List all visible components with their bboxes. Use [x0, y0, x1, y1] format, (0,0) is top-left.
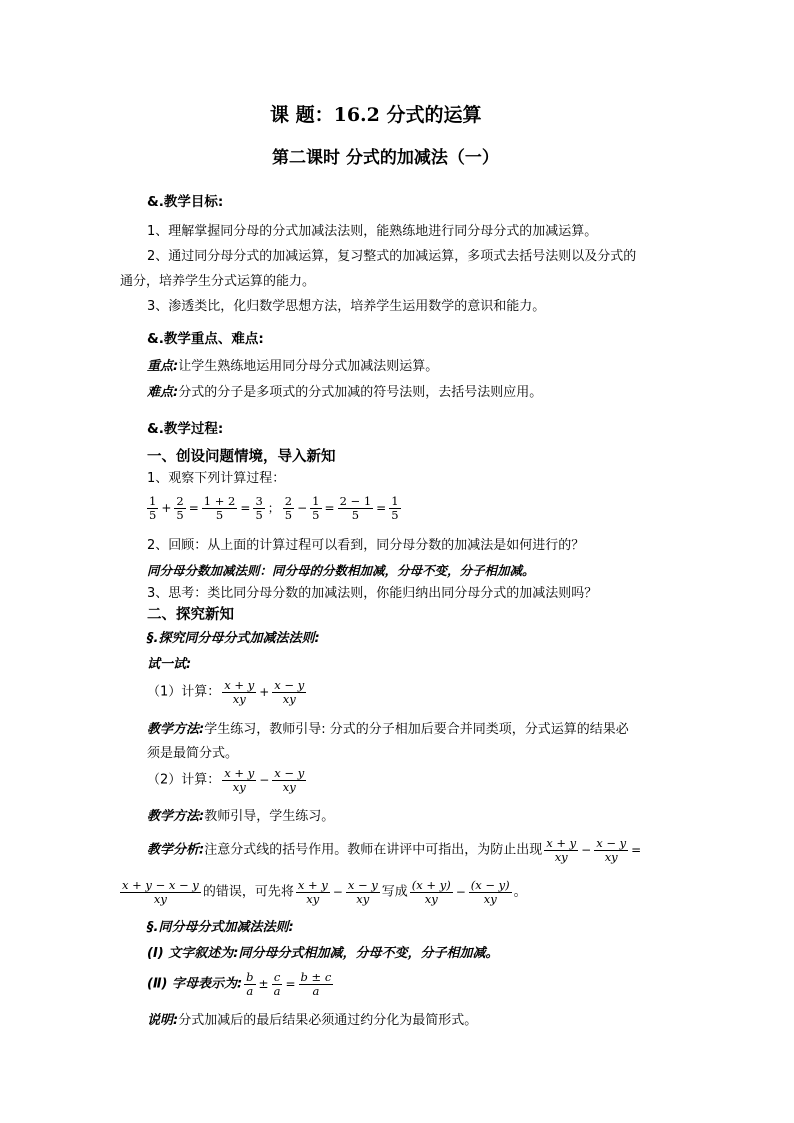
- objective-item-2-cont: 通分，培养学生分式运算的能力。: [120, 274, 316, 289]
- fraction: $\frac{3}{5}$: [255, 493, 263, 522]
- explore-heading: §.探究同分母分式加减法法则:: [147, 631, 320, 646]
- fraction-rule-label: 同分母分数加减法则：: [147, 563, 273, 578]
- fraction: $\frac{b}{a}$: [246, 969, 254, 998]
- method-1: [147, 721, 629, 739]
- method-2-text: 教师引导，学生练习。: [204, 809, 335, 824]
- note: [147, 1012, 477, 1030]
- method-1-label: 教学方法:: [147, 722, 205, 737]
- note-label: 说明:: [147, 1013, 179, 1028]
- key-label: 重点:: [147, 359, 179, 374]
- rule-1-label: (Ⅰ) 文字叙述为:: [147, 946, 239, 961]
- example-2-label: （2）计算：: [147, 772, 221, 788]
- page-subtitle: 第二课时 分式的加减法（一）: [272, 148, 499, 168]
- page-title: 课 题：16.2 分式的运算: [270, 104, 482, 126]
- analysis-label: 教学分析:: [147, 842, 205, 858]
- fraction: $\frac{x - y}{xy}$: [596, 835, 627, 864]
- fraction: $\frac{1}{5}$: [312, 493, 320, 522]
- method-2-label: 教学方法:: [147, 809, 205, 824]
- fraction: $\frac{1 + 2}{5}$: [203, 493, 236, 522]
- rule-1: [147, 945, 498, 963]
- rule-1-text: 同分母分式相加减，分母不变，分子相加减。: [238, 946, 499, 961]
- method-2: [147, 808, 334, 826]
- fraction: $\frac{2}{5}$: [176, 493, 184, 522]
- fraction: $\frac{x + y - x - y}{xy}$: [122, 877, 199, 906]
- note-text: 分式加减后的最后结果必须通过约分化为最简形式。: [178, 1013, 478, 1028]
- fraction-rule-text: 同分母的分数相加减，分母不变，分子相加减。: [272, 563, 535, 578]
- fraction: $\frac{x + y}{xy}$: [224, 677, 255, 706]
- fraction: $\frac{x + y}{xy}$: [546, 835, 577, 864]
- fraction: $\frac{2 - 1}{5}$: [339, 493, 372, 522]
- fraction-rule: [147, 562, 535, 580]
- fraction: $\frac{x + y}{xy}$: [224, 765, 255, 794]
- analysis-cont: $\frac{x + y - x - y}{xy}$ 的错误，可先将 $\frac{x + y}{xy}$ − $\frac{x - y}{xy}$ 写成 $\frac{(x + y)}{xy}$ − $\frac{(x - y)}{xy}$ 。: [122, 877, 527, 906]
- example-1: （1）计算： $\frac{x + y}{xy}$ + $\frac{x - y}{xy}$: [147, 677, 305, 706]
- question-1: 1、观察下列计算过程：: [147, 471, 286, 486]
- question-2: 2、回顾：从上面的计算过程可以看到，同分母分数的加减法是如何进行的？: [147, 538, 585, 553]
- part1-heading: 一、创设问题情境，导入新知: [147, 449, 336, 465]
- fraction: $\frac{x - y}{xy}$: [274, 765, 305, 794]
- objective-item-2: 2、通过同分母分式的加减运算，复习整式的加减运算，多项式去括号法则以及分式的: [147, 249, 637, 264]
- question-3: 3、思考：类比同分母分数的加减法则，你能归纳出同分母分式的加减法则吗？: [147, 586, 598, 601]
- fraction: $\frac{(x - y)}{xy}$: [470, 877, 510, 906]
- difficulty-point: [147, 384, 542, 402]
- process-heading: &.教学过程:: [147, 421, 224, 437]
- fraction: $\frac{b \pm c}{a}$: [300, 969, 332, 998]
- fraction: $\frac{1}{5}$: [149, 493, 157, 522]
- fraction: $\frac{1}{5}$: [391, 493, 399, 522]
- objective-item-1: 1、理解掌握同分母的分式加减法法则，能熟练地进行同分母分式的加减运算。: [147, 224, 598, 239]
- fraction: $\frac{x - y}{xy}$: [274, 677, 305, 706]
- analysis: 教学分析:注意分式线的括号作用。教师在讲评中可指出，为防止出现 $\frac{x + y}{xy}$ − $\frac{x - y}{xy}$ =: [147, 835, 642, 864]
- keypoints-heading: &.教学重点、难点:: [147, 331, 264, 347]
- objective-item-3: 3、渗透类比，化归数学思想方法，培养学生运用数学的意识和能力。: [147, 299, 546, 314]
- fraction: $\frac{c}{a}$: [273, 969, 281, 998]
- method-1-cont: 须是最简分式。: [147, 746, 239, 761]
- analysis-text: 注意分式线的括号作用。教师在讲评中可指出，为防止出现: [204, 842, 543, 858]
- example-1-label: （1）计算：: [147, 684, 221, 700]
- rule-2: (Ⅱ) 字母表示为: $\frac{b}{a}$ ± $\frac{c}{a}$ = $\frac{b \pm c}{a}$: [147, 969, 332, 998]
- fraction: $\frac{x - y}{xy}$: [347, 877, 378, 906]
- try-label: 试一试:: [147, 657, 192, 672]
- difficulty-text: 分式的分子是多项式的分式加减的符号法则，去括号法则应用。: [178, 385, 543, 400]
- fraction: $\frac{2}{5}$: [284, 493, 293, 522]
- method-1-text: 学生练习，教师引导: 分式的分子相加后要合并同类项，分式运算的结果必: [204, 722, 629, 737]
- key-point: [147, 358, 438, 376]
- objectives-heading: &.教学目标:: [147, 194, 224, 210]
- fraction: $\frac{x + y}{xy}$: [297, 877, 328, 906]
- difficulty-label: 难点:: [147, 385, 179, 400]
- key-text: 让学生熟练地运用同分母分式加减法则运算。: [178, 359, 439, 374]
- rule-2-label: (Ⅱ) 字母表示为:: [147, 976, 243, 992]
- rule-heading: §.同分母分式加减法法则:: [147, 920, 294, 935]
- part2-heading: 二、探究新知: [147, 607, 234, 623]
- fraction: $\frac{(x + y)}{xy}$: [411, 877, 451, 906]
- fraction-calc-line: $\frac{1}{5}$ + $\frac{2}{5}$ = $\frac{1 + 2}{5}$ = $\frac{3}{5}$ ； $\frac{2}{5}$ − $\frac{1}{5}$ = $\frac{2 - 1}{5}$ = $\frac{1}{5}$: [149, 493, 399, 522]
- example-2: （2）计算： $\frac{x + y}{xy}$ − $\frac{x - y}{xy}$: [147, 765, 305, 794]
